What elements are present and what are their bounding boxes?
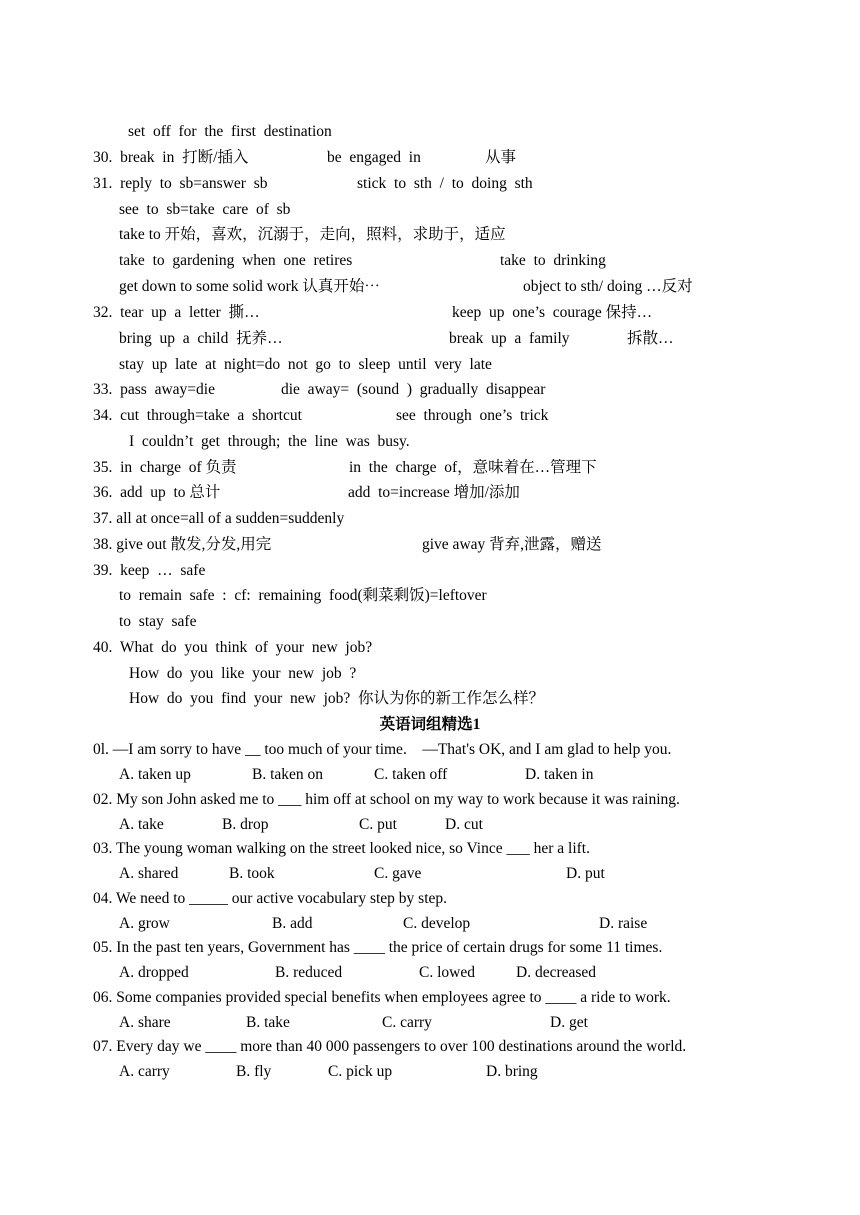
option-b: B. taken on: [252, 766, 324, 783]
phrase-line-c: 拆散…: [627, 330, 674, 347]
option-d: D. cut: [445, 816, 483, 833]
option-a: A. carry: [119, 1063, 170, 1080]
phrase-item-30-c: 从事: [485, 149, 517, 166]
option-b: B. drop: [222, 816, 269, 833]
option-d: D. put: [566, 865, 605, 882]
question-stem: 0l. —I am sorry to have __ too much of your time. —That's OK, and I am glad to help you.: [93, 741, 672, 758]
phrase-item-35-b: in the charge of，意味着在…管理下: [349, 459, 597, 476]
option-c: C. gave: [374, 865, 422, 882]
phrase-line: get down to some solid work 认真开始⋯: [119, 278, 380, 295]
phrase-item-38-b: give away 背弃,泄露，赠送: [422, 536, 602, 553]
option-b: B. reduced: [275, 964, 343, 981]
phrase-item-30-b: be engaged in: [327, 149, 421, 166]
option-d: D. raise: [599, 915, 648, 932]
option-c: C. develop: [403, 915, 471, 932]
question-stem: 05. In the past ten years, Government has ____ the price of certain drugs for some 11 times.: [93, 939, 663, 956]
option-d: D. taken in: [525, 766, 594, 783]
question-stem: 06. Some companies provided special benefits when employees agree to ____ a ride to work.: [93, 989, 671, 1006]
option-c: C. taken off: [374, 766, 448, 783]
option-d: D. get: [550, 1014, 588, 1031]
option-a: A. take: [119, 816, 164, 833]
option-a: A. dropped: [119, 964, 189, 981]
option-c: C. pick up: [328, 1063, 393, 1080]
phrase-line: How do you find your new job? 你认为你的新工作怎么样？: [129, 690, 545, 707]
option-d: D. decreased: [516, 964, 597, 981]
phrase-item-30: 30. break in 打断/插入: [93, 149, 249, 166]
phrase-line: I couldn’t get through; the line was busy.: [129, 433, 410, 450]
phrase-line: stay up late at night=do not go to sleep until very late: [119, 356, 492, 373]
phrase-item-32-b: keep up one’s courage 保持…: [452, 304, 653, 321]
option-b: B. fly: [236, 1063, 272, 1080]
phrase-item-31-b: stick to sth / to doing sth: [357, 175, 533, 192]
option-a: A. taken up: [119, 766, 191, 783]
phrase-item-35: 35. in charge of 负责: [93, 459, 237, 476]
phrase-item-36-b: add to=increase 增加/添加: [348, 484, 520, 501]
phrase-line-b: object to sth/ doing …反对: [523, 278, 693, 295]
phrase-line-b: take to drinking: [500, 252, 606, 269]
option-a: A. share: [119, 1014, 171, 1031]
option-b: B. add: [272, 915, 313, 932]
phrase-item-37: 37. all at once=all of a sudden=suddenly: [93, 510, 345, 527]
phrase-item-34-b: see through one’s trick: [396, 407, 549, 424]
question-stem: 02. My son John asked me to ___ him off at school on my way to work because it was raining.: [93, 791, 680, 808]
phrase-line: take to 开始，喜欢，沉溺于，走向，照料，求助于，适应: [119, 226, 506, 243]
option-c: C. lowed: [419, 964, 475, 981]
option-a: A. shared: [119, 865, 179, 882]
section-title: 英语词组精选1: [379, 716, 481, 733]
phrase-item-40: 40. What do you think of your new job?: [93, 639, 373, 656]
option-c: C. put: [359, 816, 397, 833]
phrase-line: How do you like your new job ?: [129, 665, 357, 682]
phrase-line: see to sb=take care of sb: [119, 201, 291, 218]
phrase-item-38: 38. give out 散发,分发,用完: [93, 536, 272, 553]
question-stem: 03. The young woman walking on the street looked nice, so Vince ___ her a lift.: [93, 840, 590, 857]
phrase-item-31: 31. reply to sb=answer sb: [93, 175, 268, 192]
option-b: B. took: [229, 865, 275, 882]
option-d: D. bring: [486, 1063, 538, 1080]
phrase-line: take to gardening when one retires: [119, 252, 353, 269]
phrase-item-32: 32. tear up a letter 撕…: [93, 304, 260, 321]
option-a: A. grow: [119, 915, 170, 932]
phrase-item-39: 39. keep … safe: [93, 562, 206, 579]
option-b: B. take: [246, 1014, 290, 1031]
phrase-line-b: break up a family: [449, 330, 570, 347]
phrase-line: to stay safe: [119, 613, 197, 630]
phrase-item-33: 33. pass away=die: [93, 381, 215, 398]
question-stem: 04. We need to _____ our active vocabulary step by step.: [93, 890, 448, 907]
question-stem: 07. Every day we ____ more than 40 000 passengers to over 100 destinations around the world.: [93, 1038, 687, 1055]
phrase-line: set off for the first destination: [128, 123, 332, 140]
phrase-line: bring up a child 抚养…: [119, 330, 283, 347]
phrase-line: to remain safe : cf: remaining food(剩菜剩饭)=leftover: [119, 587, 487, 604]
phrase-item-34: 34. cut through=take a shortcut: [93, 407, 302, 424]
option-c: C. carry: [382, 1014, 432, 1031]
phrase-item-33-b: die away= (sound ) gradually disappear: [281, 381, 546, 398]
phrase-item-36: 36. add up to 总计: [93, 484, 221, 501]
